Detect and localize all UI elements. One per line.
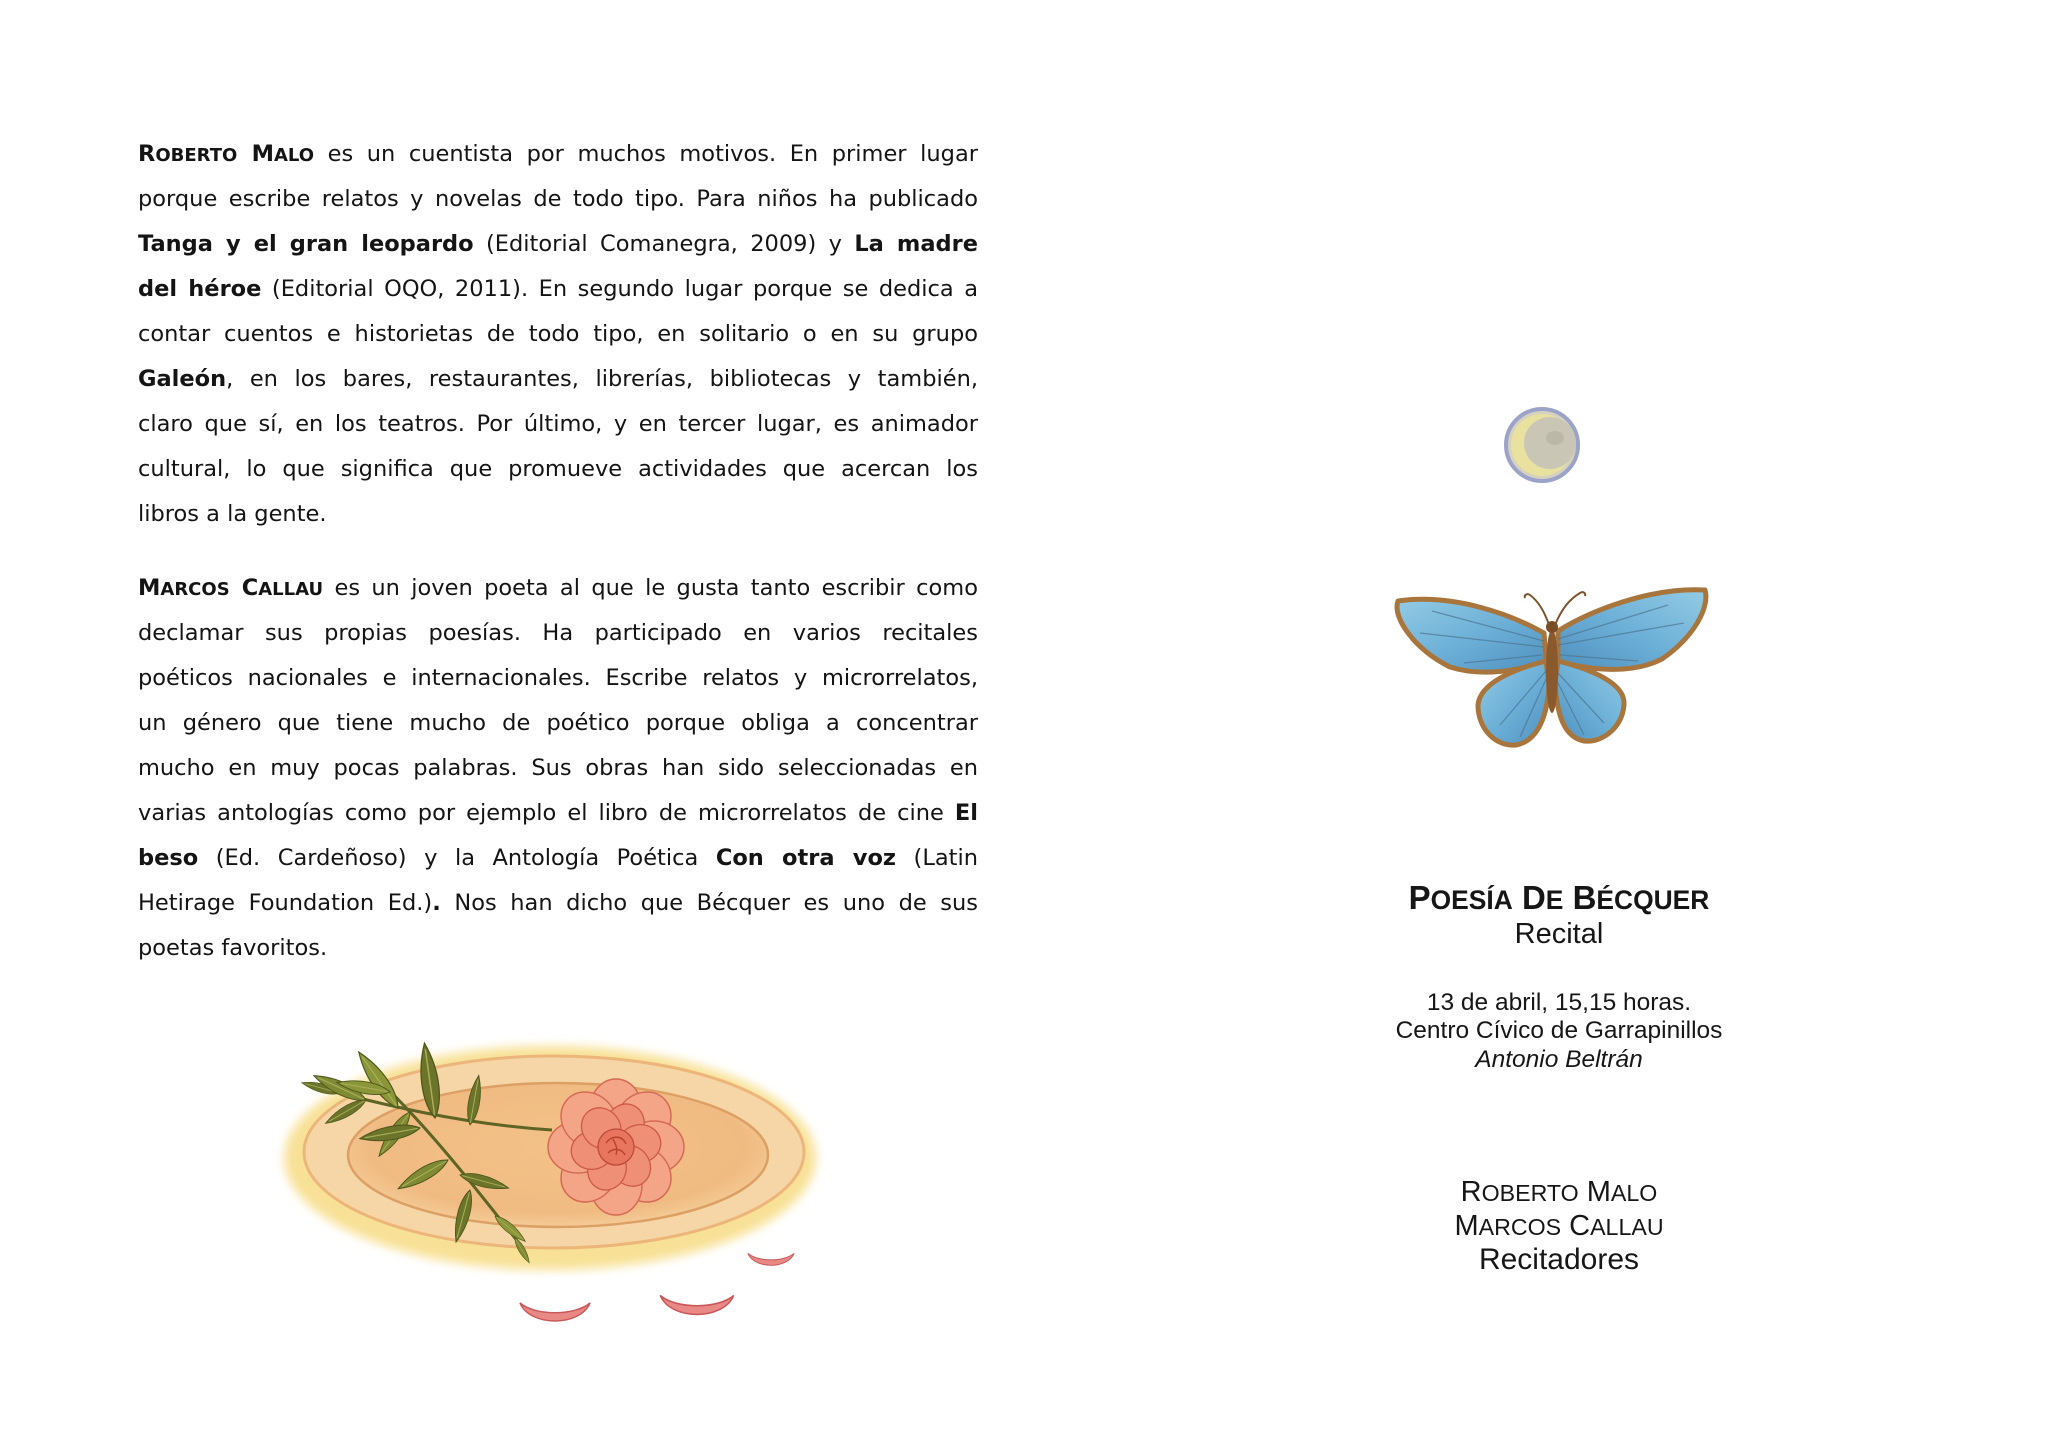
bold-text-run: Con otra voz [715, 845, 896, 871]
person-name [138, 141, 314, 167]
event-venue: Centro Cívico de Garrapinillos [1395, 1017, 1723, 1044]
bio-line [138, 611, 978, 656]
smallcap-rest: OBERTO [155, 145, 238, 166]
smallcap-initial: M [1586, 1176, 1611, 1208]
smallcap-initial: M [251, 141, 274, 167]
bio-line [138, 881, 978, 926]
text-run: porque escribe relatos y novelas de todo tipo. Para niños ha publicado [138, 186, 978, 212]
smallcap-initial: C [1569, 1210, 1591, 1242]
bio-paragraph-marcos-callau [138, 566, 978, 971]
performer-name [1359, 1175, 1759, 1209]
smallcap-initial: B [1572, 879, 1597, 916]
smallcap-rest: ARCOS [1478, 1214, 1562, 1240]
performer-name [1359, 1209, 1759, 1243]
bold-text-run: Tanga y el gran leopardo [138, 231, 474, 257]
text-run: mucho en muy pocas palabras. Sus obras han sido seleccionadas en [138, 755, 978, 781]
bio-line [138, 926, 978, 971]
smallcap-rest: ARCOS [160, 579, 230, 600]
butterfly-illustration [1392, 575, 1712, 760]
text-run: contar cuentos e historietas de todo tipo, en solitario o en su grupo [138, 321, 978, 347]
smallcap-initial: M [1454, 1210, 1479, 1242]
text-run: varias antologías como por ejemplo el libro de microrrelatos de cine [138, 800, 955, 826]
bold-text-run: . [432, 890, 441, 916]
text-run: un género que tiene mucho de poético porque obliga a concentrar [138, 710, 978, 736]
bio-line [138, 791, 978, 836]
person-name [138, 575, 323, 601]
bold-text-run: El [954, 800, 978, 826]
smallcap-rest: OESÍA [1430, 885, 1513, 915]
bio-line [138, 492, 978, 537]
bio-line [138, 402, 978, 447]
event-venue-name: Antonio Beltrán [1475, 1046, 1643, 1073]
bio-line [138, 132, 978, 177]
bio-line [138, 357, 978, 402]
smallcap-initial: P [1408, 879, 1431, 916]
smallcap-initial: C [241, 575, 259, 601]
bold-text-run: beso [138, 845, 199, 871]
smallcap-initial: R [1460, 1176, 1482, 1208]
text-run: Hetirage Foundation Ed.) [138, 890, 433, 916]
bold-text-run: del héroe [138, 276, 262, 302]
text-run: declamar sus propias poesías. Ha participado en varios recitales [138, 620, 978, 646]
fallen-petal [748, 1253, 794, 1265]
moon-illustration [1500, 403, 1584, 487]
text-run: libros a la gente. [138, 501, 327, 527]
event-title [1359, 878, 1759, 918]
text-run: (Editorial OQO, 2011). En segundo lugar porque se dedica a [261, 276, 978, 302]
flower-plate-illustration [270, 1030, 830, 1350]
bio-line [138, 177, 978, 222]
bio-line [138, 656, 978, 701]
event-date: 13 de abril, 15,15 horas. [1426, 989, 1692, 1016]
fallen-petal [660, 1296, 734, 1315]
smallcap-rest: OBERTO [1481, 1180, 1579, 1206]
text-run: poéticos nacionales e internacionales. Escribe relatos y microrrelatos, [138, 665, 978, 691]
text-run: (Latin [896, 845, 978, 871]
text-run: (Ed. Cardeñoso) y la Antología Poética [198, 845, 716, 871]
smallcap-rest: ALLAU [258, 579, 324, 600]
text-run: (Editorial Comanegra, 2009) y [473, 231, 855, 257]
text-run: Nos han dicho que Bécquer es uno de sus [440, 890, 979, 916]
smallcap-initial: D [1521, 879, 1546, 916]
fallen-petal [520, 1303, 590, 1321]
text-run: es un cuentista por muchos motivos. En primer lugar [314, 141, 978, 167]
smallcap-rest: E [1545, 885, 1564, 915]
bold-text-run: La madre [854, 231, 978, 257]
text-run: poetas favoritos. [138, 935, 328, 961]
performers-role: Recitadores [1478, 1243, 1640, 1276]
smallcap-rest: ALO [1610, 1180, 1658, 1206]
bio-line [138, 312, 978, 357]
bio-line [138, 746, 978, 791]
bio-line [138, 447, 978, 492]
bio-line [138, 566, 978, 611]
bio-line [138, 222, 978, 267]
text-run: cultural, lo que significa que promueve actividades que acercan los [138, 456, 978, 482]
butterfly-body [1546, 629, 1558, 713]
bio-line [138, 836, 978, 881]
event-subtitle: Recital [1514, 918, 1604, 950]
smallcap-rest: ALO [273, 145, 315, 166]
smallcap-initial: R [138, 141, 156, 167]
bio-line [138, 267, 978, 312]
bio-line [138, 701, 978, 746]
bio-paragraph-roberto-malo [138, 132, 978, 537]
text-run: , en los bares, restaurantes, librerías, bibliotecas y también, [226, 366, 978, 392]
text-run: claro que sí, en los teatros. Por último, y en tercer lugar, es animador [138, 411, 978, 437]
smallcap-rest: ALLAU [1590, 1214, 1664, 1240]
text-run: es un joven poeta al que le gusta tanto escribir como [323, 575, 978, 601]
smallcap-rest: ÉCQUER [1596, 885, 1710, 915]
smallcap-initial: M [138, 575, 161, 601]
bold-text-run: Galeón [138, 366, 227, 392]
peony-flower [548, 1079, 684, 1215]
